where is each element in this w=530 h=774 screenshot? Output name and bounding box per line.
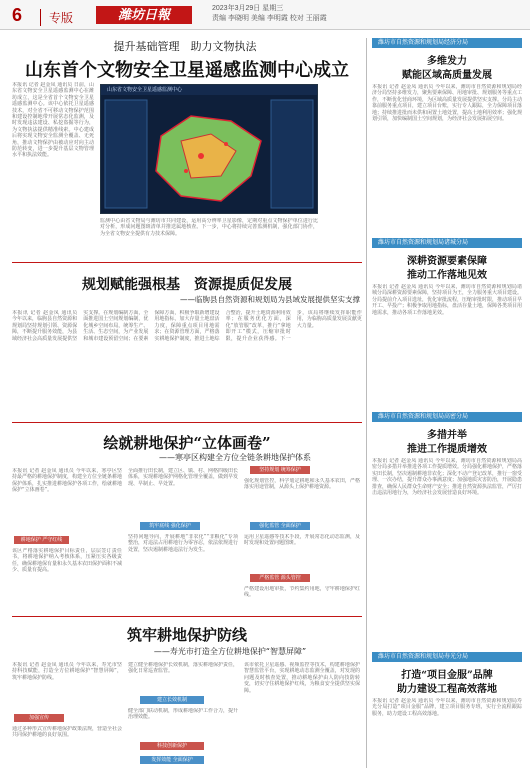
masthead-logo: 潍坊日報 <box>96 6 192 24</box>
article2-body: 本报讯 记者 赵金凤 通讯员 今年以来，临朐县自然资源和规划局坚持规划引领、资源保障，不断提升服务效能，为县域经济社会高质量发展提供坚实支撑。在规划编制方面，全面推进国土空间规划编制，优化城乡空间布局，统筹生产、生活、生态空间，为产业发展和城市建设预留空间；在要素保障方面，积极争取新增建设用地指标，加大存量土地盘活力度，保障重点项目用地需求；在资源管理方面，严格落实耕地保护制度，推进土地综合整治，提升土地资源利用效率；在服务优化方面，深化“放管服”改革，推行“拿地即开工”模式，压缩审批时限，提升企业获得感。下一步，该局将继续发挥职能作用，为临朐高质量发展贡献更大力量。 <box>12 310 362 342</box>
section-bar-a4: 潍坊市自然资源和规划局寿光分局 <box>372 652 522 662</box>
right-a2-title1: 深耕资源要素保障 <box>407 256 487 267</box>
article4-subhead: ——寿光市打造全方位耕地保护“智慧屏障” <box>153 647 307 656</box>
right-a3-body: 本报讯 记者 赵金凤 通讯员 今年以来，潍坊市自然资源和规划局高密分局多措并举推进各项工作提质增效。分局强化耕地保护，严格落实田长制，坚决遏制耕地非农化；深化不动产登记改革，推行一窗受理、一次办结，提升群众办事满意度；加强地质灾害防治，开展隐患排查，确保人民群众生命财产安全；推进自然资源执法监管，严厉打击违法用地行为，为经济社会发展营造良好环境。 <box>372 458 522 497</box>
article1-body-col1: 本报讯 记者 赵金凤 通讯员 日前，山东省文物安全卫星遥感监测中心在潍坊成立，这是全省首个文物安全卫星遥感监测中心。该中心依托卫星遥感技术，对全省不可移动文物保护范围和建设控制地带开展常态化监测，及时发现违法建设、私挖盗掘等行为，为文物执法提供精准线索。中心建成后将实现文物安全监测全覆盖、无死角，推动文物保护由被动应对向主动防范转变，进一步提升基层文物管理水平和执法效能。 <box>12 82 94 159</box>
article4-box-3: 科技创新保护 <box>140 742 204 750</box>
article3-body-col3b: 运用卫星遥感等技术手段，开展常态化动态监测，及时发现和处置问题图斑。 <box>244 534 360 547</box>
article3-headline: 绘就耕地保护“立体画卷” <box>103 434 271 452</box>
right-a1-title1: 多维发力 <box>427 56 467 67</box>
article4-box-4: 发挥效能 全面保护 <box>140 756 204 764</box>
article1-kicker: 提升基础管理 助力文物执法 <box>113 40 257 53</box>
article1-body-col2: 监测中心由省文物局与潍坊市共同建设，运用高分辨率卫星影像，定期对重点文物保护单位进行比对分析，形成问题图斑清单并推送属地核查。下一步，中心将持续完善监测机制，强化部门协作，为全省文物安全提供有力技术保障。 <box>100 218 318 237</box>
right-a3-title1: 多措并举 <box>427 430 467 441</box>
section-label: 专版 <box>40 9 73 26</box>
article3-body-col2b: 坚持问题导向，开展耕地“非农化”“非粮化”专项整治，对违法占用耕地行为零容忍，依法依规进行处置，坚决遏制耕地违法行为发生。 <box>128 534 238 553</box>
section-bar-a1: 潍坊市自然资源和规划局经济分局 <box>372 38 522 48</box>
right-a3-title2: 推进工作提质增效 <box>407 444 487 455</box>
article4-body-col1: 本报讯 记者 赵金凤 通讯员 今年以来，寿光市坚持科技赋能，打造全方位耕地保护“智慧屏障”，筑牢耕地保护防线。 <box>12 662 122 681</box>
page-number: 6 <box>12 5 23 25</box>
article3-body-col3c: 严格建设用地审批，节约集约用地，守牢耕地保护红线。 <box>244 586 360 599</box>
satellite-map-panel <box>100 84 318 214</box>
article3-box-4: 强化监管 全面保护 <box>250 522 310 530</box>
section-bar-a3: 潍坊市自然资源和规划局高密分局 <box>372 412 522 422</box>
article3-box-1: 耕地保护 严守红线 <box>14 536 69 544</box>
right-a1-body: 本报讯 记者 赵金凤 通讯员 今年以来，潍坊市自然资源和规划局经济分局坚持多维发力，聚焦要素保障、用地审批、规划服务等重点工作，不断优化营商环境，为区域高质量发展提供坚实支撑。分局主动靠前服务重点项目，建立项目台账，实行专人跟踪，全力保障项目落地；持续推进批而未供和闲置土地处置，提高土地利用效率；强化规划引领，加快编制国土空间规划，为经济社会发展拓展空间。 <box>372 84 522 123</box>
province-map <box>101 96 317 214</box>
article3-body-col1: 本报讯 记者 赵金凤 通讯员 今年以来，寒亭区坚持最严格的耕地保护制度，构建全方位全链条耕地保护体系，扎实推进耕地保护各项工作，绘就耕地保护“立体画卷”。 <box>12 468 122 494</box>
article4-body-col1b: 通过多种形式宣传耕地保护政策法规，营造全社会共同保护耕地的良好氛围。 <box>12 726 122 739</box>
page-header <box>0 0 530 30</box>
article1-headline: 山东首个文物安全卫星遥感监测中心成立 <box>25 60 349 81</box>
article4-box-1: 加强宣传 <box>14 714 64 722</box>
right-a2-title2: 推动工作落地见效 <box>407 270 487 281</box>
article4-body-col2b: 健全部门联动机制，形成耕地保护工作合力，提升治理效能。 <box>128 708 238 721</box>
article2-subhead: ——临朐县自然资源和规划局为县域发展提供坚实支撑 <box>180 295 360 304</box>
section-bar-a2: 潍坊市自然资源和规划局诸城分局 <box>372 238 522 248</box>
date-line: 2023年3月29日 星期三 责编 李晓明 美编 李明霞 校对 王丽霞 <box>212 5 327 22</box>
map-panel-title: 山东省文物安全卫星遥感监测中心 <box>101 85 317 95</box>
article3-body-col1b: 该区严格落实耕地保护目标责任，层层签订责任书，将耕地保护纳入考核体系，压紧压实各级责任，确保耕地保有量和永久基本农田保护面积不减少、质量有提高。 <box>12 548 122 574</box>
article3-body-col3: 强化规划管控，科学划定耕地和永久基本农田，严格落实用途管制，从源头上保护耕地资源。 <box>244 478 360 491</box>
article3-box-3: 坚持规划 统筹保护 <box>250 466 310 474</box>
right-a4-body: 本报讯 记者 赵金凤 通讯员 今年以来，潍坊市自然资源和规划局寿光分局打造“项目金服”品牌，建立项目服务专班，实行全流程跟踪服务，助力建设工程高效落地。 <box>372 698 522 717</box>
right-a2-body: 本报讯 记者 赵金凤 通讯员 今年以来，潍坊市自然资源和规划局诸城分局深耕资源要素保障，坚持项目为王，全力服务重大项目建设。分局提前介入项目选址，优化审批流程，压缩审批时限，推动项目早开工、早投产；积极争取用地指标，盘活存量土地，保障各类项目用地需求，推动各项工作落地见效。 <box>372 284 522 316</box>
right-a4-title2: 助力建设工程高效落地 <box>397 684 497 695</box>
article3-subhead: ——寒亭区构建全方位全链条耕地保护体系 <box>159 453 311 462</box>
article3-box-5: 严格监管 源头管控 <box>250 574 310 582</box>
article4-headline: 筑牢耕地保护防线 <box>126 626 247 644</box>
article4-box-2: 建立长效机制 <box>140 696 204 704</box>
article2-headline: 规划赋能强根基 资源提质促发展 <box>82 277 292 293</box>
right-a1-title2: 赋能区域高质量发展 <box>402 70 492 81</box>
article3-box-2: 筑牢底线 强化保护 <box>140 522 200 530</box>
article4-body-col2: 建立健全耕地保护长效机制，落实耕地保护责任，强化日常巡查监管。 <box>128 662 238 675</box>
article4-body-col3: 该市依托卫星遥感、视频监控等技术，构建耕地保护智慧监管平台，实现耕地动态监测全覆盖，对发现的问题及时核查处置，推动耕地保护由人防向技防转变，切实守住耕地保护红线，为粮食安全提供坚实保障。 <box>244 662 360 694</box>
article3-body-col2: 全面推行田长制，建立区、镇、村、网格四级田长体系，实现耕地保护网格化管理全覆盖，做到早发现、早制止、早处置。 <box>128 468 238 487</box>
right-a4-title1: 打造“项目金服”品牌 <box>401 670 493 681</box>
